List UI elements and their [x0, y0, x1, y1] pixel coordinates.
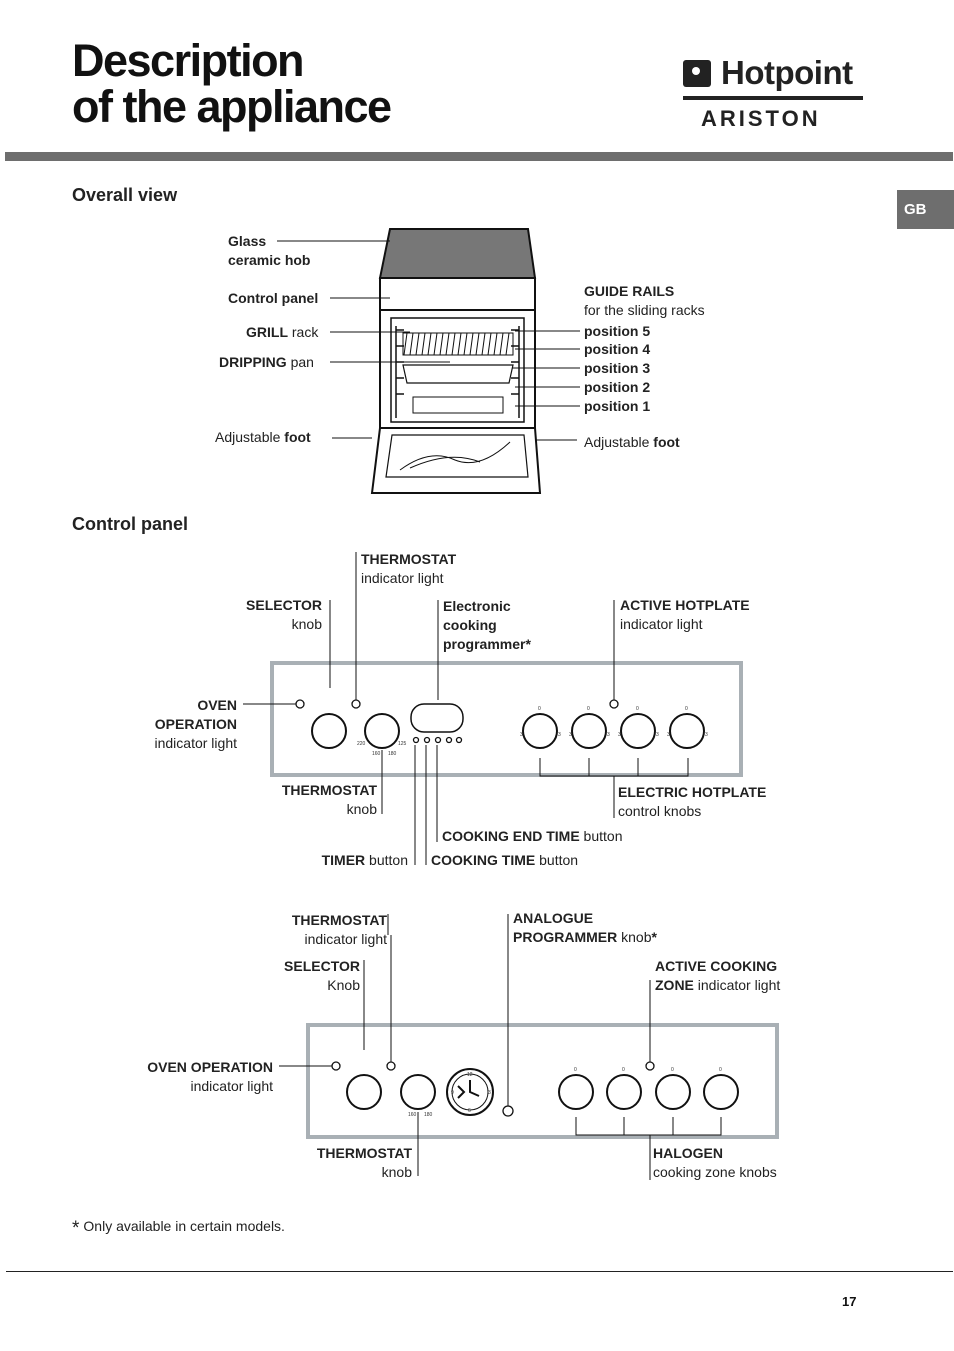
- p2-oven-op-title: OVEN OPERATION: [147, 1059, 273, 1075]
- label-guide-rails-title: GUIDE RAILS: [584, 283, 675, 299]
- p1-label-selector: [200, 596, 322, 634]
- p2-halogen-sub: cooking zone knobs: [653, 1164, 777, 1180]
- svg-text:3: 3: [705, 732, 708, 738]
- label-position-3: position 3: [584, 360, 651, 376]
- svg-text:220: 220: [357, 741, 366, 747]
- p1-oven-op-line1: OVEN: [197, 697, 237, 713]
- svg-text:3: 3: [558, 732, 561, 738]
- footnote-star: *: [72, 1218, 80, 1239]
- p1-label-programmer: [443, 597, 531, 654]
- p1-label-cooking-end-time: COOKING END TIME button: [442, 828, 623, 844]
- footer-divider: [6, 1271, 953, 1272]
- p1-programmer-line1: Electronic: [443, 598, 511, 614]
- p2-label-analogue-programmer: [513, 909, 657, 947]
- title-line-2: of the appliance: [72, 81, 391, 132]
- p1-programmer-line2: cooking: [443, 617, 497, 633]
- label-position-1: position 1: [584, 398, 651, 414]
- label-grill-rack: GRILL rack: [246, 324, 319, 340]
- svg-text:12: 12: [467, 1072, 473, 1078]
- svg-text:0: 0: [538, 706, 541, 712]
- brand-name: Hotpoint: [721, 54, 853, 91]
- svg-text:125: 125: [398, 741, 407, 747]
- p2-label-thermostat-light: [250, 911, 387, 949]
- label-adjustable-foot-left: Adjustable foot: [215, 429, 311, 445]
- svg-text:3: 3: [618, 732, 621, 738]
- p1-thermostat-light-sub: indicator light: [361, 570, 444, 586]
- p1-thermostat-light-title: THERMOSTAT: [361, 551, 457, 567]
- p1-label-cooking-time: COOKING TIME button: [431, 852, 579, 868]
- overall-view-heading: Overall view: [72, 185, 178, 205]
- p2-thermostat-knob-title: THERMOSTAT: [316, 1145, 412, 1161]
- p1-oven-op-line2: OPERATION: [154, 716, 237, 732]
- p2-thermostat-knob-sub: knob: [381, 1164, 412, 1180]
- svg-text:0: 0: [636, 706, 639, 712]
- p1-selector-sub: knob: [291, 616, 322, 632]
- svg-text:0: 0: [685, 706, 688, 712]
- label-guide-rails-sub: for the sliding racks: [584, 302, 705, 318]
- p1-electric-hotplate-title: ELECTRIC HOTPLATE: [618, 784, 767, 800]
- p2-active-zone-line1: ACTIVE COOKING: [655, 958, 778, 974]
- p1-label-active-hotplate: [620, 596, 750, 634]
- p2-analogue-line2: PROGRAMMER knob*: [513, 929, 657, 945]
- p2-oven-op-sub: indicator light: [190, 1078, 273, 1094]
- svg-text:0: 0: [622, 1067, 625, 1073]
- p2-label-selector: [250, 957, 360, 995]
- svg-text:0: 0: [719, 1067, 722, 1073]
- p2-label-thermostat-knob: [280, 1144, 412, 1182]
- p1-selector-title: SELECTOR: [246, 597, 322, 613]
- svg-text:3: 3: [569, 732, 572, 738]
- p2-halogen-title: HALOGEN: [653, 1145, 723, 1161]
- p1-label-electric-hotplate: [618, 783, 766, 821]
- p1-label-thermostat-light: [361, 550, 456, 588]
- p1-label-timer: TIMER button: [321, 852, 408, 868]
- svg-text:9: 9: [451, 1090, 454, 1096]
- p2-thermostat-light-title: THERMOSTAT: [291, 912, 387, 928]
- label-adjustable-foot-right: Adjustable foot: [584, 434, 680, 450]
- p1-thermostat-knob-sub: knob: [346, 801, 377, 817]
- p1-label-thermostat-knob: [250, 781, 377, 819]
- svg-text:3: 3: [520, 732, 523, 738]
- p2-label-halogen: [653, 1144, 777, 1182]
- oven-illustration: [372, 229, 540, 493]
- p2-selector-sub: Knob: [327, 977, 360, 993]
- label-glass-line1: Glass: [228, 233, 267, 249]
- p1-programmer-line3: programmer*: [443, 636, 531, 652]
- label-glass-line2: ceramic hob: [228, 252, 311, 268]
- svg-text:160: 160: [372, 751, 381, 757]
- p2-thermostat-light-sub: indicator light: [304, 931, 387, 947]
- svg-text:0: 0: [574, 1067, 577, 1073]
- p2-label-active-cooking-zone: [655, 957, 780, 995]
- label-position-4: position 4: [584, 341, 651, 357]
- p1-label-oven-operation: [120, 696, 237, 753]
- svg-text:3: 3: [488, 1090, 491, 1096]
- p2-analogue-line1: ANALOGUE: [513, 910, 594, 926]
- p1-electric-hotplate-sub: control knobs: [618, 803, 702, 819]
- p2-active-zone-line2: ZONE indicator light: [655, 977, 781, 993]
- control-panel-heading: Control panel: [72, 514, 188, 534]
- p2-label-oven-operation: [120, 1058, 273, 1096]
- svg-text:6: 6: [468, 1108, 471, 1114]
- svg-text:180: 180: [424, 1112, 433, 1118]
- p1-active-hotplate-sub: indicator light: [620, 616, 703, 632]
- svg-text:3: 3: [656, 732, 659, 738]
- svg-text:0: 0: [671, 1067, 674, 1073]
- p2-selector-title: SELECTOR: [284, 958, 360, 974]
- footnote-text: Only available in certain models.: [83, 1218, 285, 1234]
- label-dripping-pan: DRIPPING pan: [219, 354, 314, 370]
- label-control-panel: Control panel: [228, 290, 319, 306]
- language-tab: GB: [897, 190, 954, 229]
- p1-thermostat-knob-title: THERMOSTAT: [281, 782, 377, 798]
- label-guide-rails: [584, 282, 705, 320]
- brand-sub: ARISTON: [701, 106, 821, 131]
- svg-text:160: 160: [408, 1112, 417, 1118]
- label-glass-ceramic-hob: [228, 232, 310, 270]
- svg-text:3: 3: [667, 732, 670, 738]
- footnote: [72, 1218, 285, 1240]
- label-position-2: position 2: [584, 379, 651, 395]
- p1-oven-op-sub: indicator light: [154, 735, 237, 751]
- p1-active-hotplate-title: ACTIVE HOTPLATE: [620, 597, 750, 613]
- svg-text:180: 180: [388, 751, 397, 757]
- control-panel-2-frame: [308, 1025, 777, 1137]
- svg-text:0: 0: [587, 706, 590, 712]
- label-position-5: position 5: [584, 323, 651, 339]
- title-line-1: Description: [72, 35, 304, 86]
- page-number: 17: [842, 1294, 857, 1309]
- svg-text:3: 3: [607, 732, 610, 738]
